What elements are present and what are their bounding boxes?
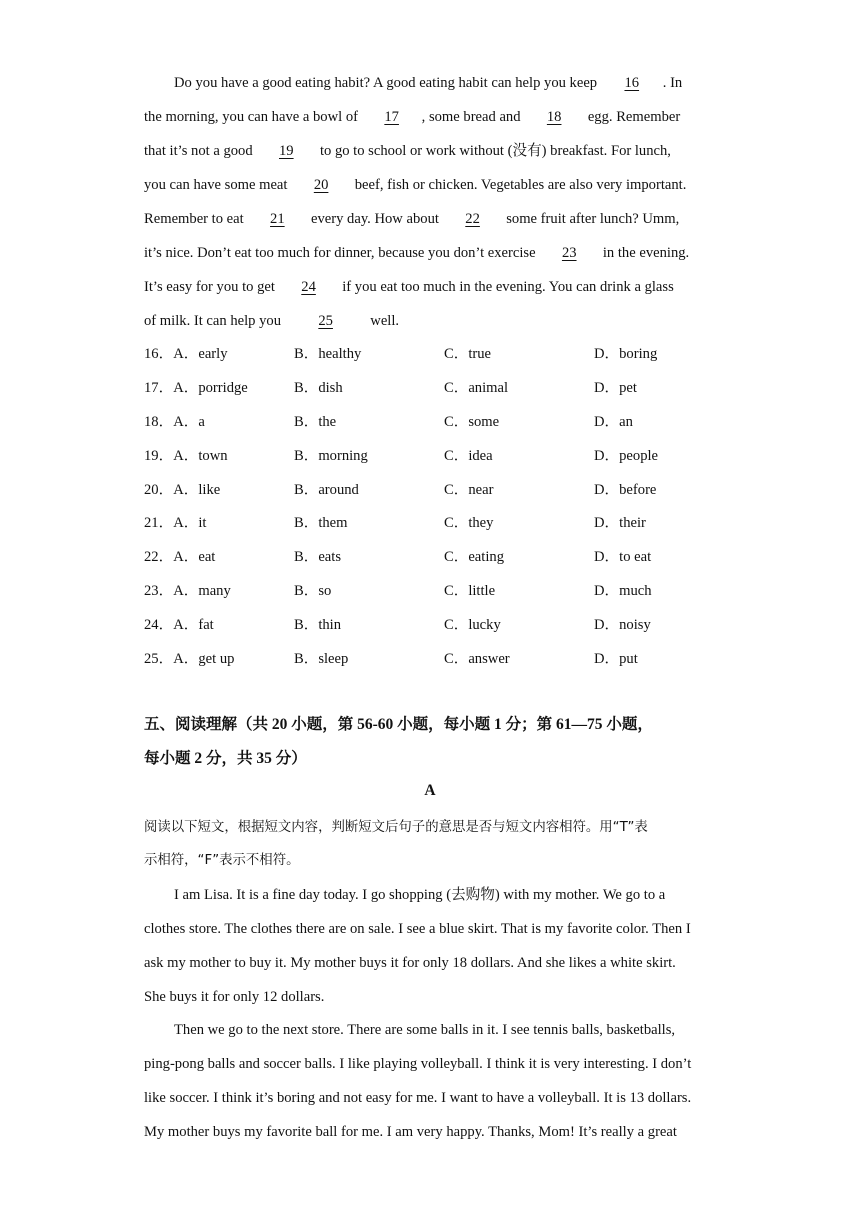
question-number: 22． <box>144 549 174 565</box>
q16-option-c: C．true <box>444 346 492 362</box>
q24-option-d: D．noisy <box>594 617 651 633</box>
option-text: A．like <box>173 482 221 498</box>
q25-option-c: C．answer <box>444 651 510 667</box>
text: well. <box>366 313 400 329</box>
q19-option-d: D．people <box>594 448 659 464</box>
section-heading-line-1: 五、阅读理解（共 20 小题，第 56-60 小题，每小题 1 分；第 61—75 小题， <box>144 716 653 733</box>
blank-22: 22 <box>465 211 480 227</box>
question-number: 17． <box>144 380 174 396</box>
text: It’s easy for you to get <box>144 279 279 295</box>
q20-option-d: D．before <box>594 482 657 498</box>
q24-option-c: C．lucky <box>444 617 501 633</box>
cloze-line-2 <box>144 107 680 127</box>
question-number: 18． <box>144 414 174 430</box>
text: if you eat too much in the evening. You can drink a glass <box>338 279 674 295</box>
passage-line: clothes store. The clothes there are on sale. I see a blue skirt. That is my favorite color. Then I <box>144 921 691 937</box>
text: it’s nice. Don’t eat too much for dinner, because you don’t exercise <box>144 245 540 261</box>
q17-option-d: D．pet <box>594 380 637 396</box>
option-text: A．get up <box>173 651 235 667</box>
q20-option-b: B．around <box>294 482 359 498</box>
question-number: 20． <box>144 482 174 498</box>
blank-21: 21 <box>270 211 285 227</box>
cloze-line-7 <box>144 277 674 297</box>
q21-option-d: D．their <box>594 515 646 531</box>
passage-line: like soccer. I think it’s boring and not easy for me. I want to have a volleyball. It is 13 dollars. <box>144 1090 692 1106</box>
q16-option-d: D．boring <box>594 346 658 362</box>
q17-option-c: C．animal <box>444 380 509 396</box>
q18-option-a <box>144 412 205 432</box>
cloze-line-4 <box>144 175 686 195</box>
passage-line: ping-pong balls and soccer balls. I like playing volleyball. I think it is very interesting. I don’t <box>144 1056 692 1072</box>
question-number: 23． <box>144 583 174 599</box>
cloze-line-3 <box>144 141 671 161</box>
q23-option-d: D．much <box>594 583 652 599</box>
blank-23: 23 <box>561 245 577 261</box>
question-number: 16． <box>144 346 174 362</box>
option-text: A．porridge <box>173 380 248 396</box>
q24-option-a <box>144 615 214 635</box>
blank-19: 19 <box>279 143 294 159</box>
text: every day. How about <box>307 211 443 227</box>
cloze-line-1 <box>174 73 682 93</box>
question-number: 25． <box>144 651 174 667</box>
q25-option-d: D．put <box>594 651 638 667</box>
text: to go to school or work without (没有) breakfast. For lunch, <box>316 143 671 159</box>
option-text: A．early <box>173 346 228 362</box>
q16-option-a <box>144 344 228 364</box>
q21-option-c: C．they <box>444 515 494 531</box>
q25-option-b: B．sleep <box>294 651 349 667</box>
cloze-line-8 <box>144 311 399 331</box>
q18-option-b: B．the <box>294 414 337 430</box>
q20-option-a <box>144 480 220 500</box>
q23-option-b: B．so <box>294 583 332 599</box>
option-text: A．fat <box>173 617 214 633</box>
blank-24: 24 <box>301 279 316 295</box>
option-text: A．many <box>173 583 231 599</box>
q17-option-a <box>144 378 248 398</box>
instructions-line-2: 示相符，“F”表示不相符。 <box>144 853 300 868</box>
blank-17: 17 <box>384 109 399 125</box>
blank-25: 25 <box>318 313 333 329</box>
text: some fruit after lunch? Umm, <box>502 211 680 227</box>
part-label: A <box>424 782 436 799</box>
q21-option-b: B．them <box>294 515 348 531</box>
cloze-line-6 <box>144 243 689 263</box>
q17-option-b: B．dish <box>294 380 343 396</box>
option-text: A．eat <box>173 549 216 565</box>
blank-18: 18 <box>546 109 562 125</box>
q22-option-c: C．eating <box>444 549 504 565</box>
passage-line: My mother buys my favorite ball for me. I am very happy. Thanks, Mom! It’s really a great <box>144 1124 677 1140</box>
option-text: A．town <box>173 448 228 464</box>
text: . In <box>662 75 683 91</box>
text: Do you have a good eating habit? A good eating habit can help you keep <box>174 75 601 91</box>
text: that it’s not a good <box>144 143 257 159</box>
q16-option-b: B．healthy <box>294 346 362 362</box>
text: egg. Remember <box>584 109 681 125</box>
text: in the evening. <box>599 245 690 261</box>
q19-option-b: B．morning <box>294 448 368 464</box>
question-number: 19． <box>144 448 174 464</box>
q24-option-b: B．thin <box>294 617 342 633</box>
q22-option-a <box>144 547 215 567</box>
option-text: A．it <box>173 515 207 531</box>
section-heading-line-2: 每小题 2 分，共 35 分） <box>144 750 307 767</box>
q22-option-b: B．eats <box>294 549 342 565</box>
passage-line: She buys it for only 12 dollars. <box>144 989 325 1005</box>
q25-option-a <box>144 649 234 669</box>
q23-option-c: C．little <box>444 583 496 599</box>
q21-option-a <box>144 513 206 533</box>
q19-option-a <box>144 446 228 466</box>
cloze-line-5 <box>144 209 679 229</box>
text: you can have some meat <box>144 177 292 193</box>
blank-20: 20 <box>313 177 329 193</box>
blank-16: 16 <box>624 75 640 91</box>
text: the morning, you can have a bowl of <box>144 109 362 125</box>
passage-line: I am Lisa. It is a fine day today. I go shopping (去购物) with my mother. We go to a <box>174 887 666 903</box>
text: , some bread and <box>421 109 525 125</box>
q22-option-d: D．to eat <box>594 549 652 565</box>
passage-line: Then we go to the next store. There are some balls in it. I see tennis balls, basketballs, <box>174 1022 676 1038</box>
question-number: 21． <box>144 515 174 531</box>
q19-option-c: C．idea <box>444 448 493 464</box>
q18-option-c: C．some <box>444 414 500 430</box>
question-number: 24． <box>144 617 174 633</box>
q23-option-a <box>144 581 231 601</box>
passage-line: ask my mother to buy it. My mother buys it for only 18 dollars. And she likes a white skirt. <box>144 955 676 971</box>
q20-option-c: C．near <box>444 482 494 498</box>
q18-option-d: D．an <box>594 414 633 430</box>
text: of milk. It can help you <box>144 313 285 329</box>
option-text: A．a <box>173 414 205 430</box>
instructions-line-1: 阅读以下短文，根据短文内容，判断短文后句子的意思是否与短文内容相符。用“T”表 <box>144 820 648 835</box>
text: beef, fish or chicken. Vegetables are also very important. <box>351 177 687 193</box>
text: Remember to eat <box>144 211 248 227</box>
